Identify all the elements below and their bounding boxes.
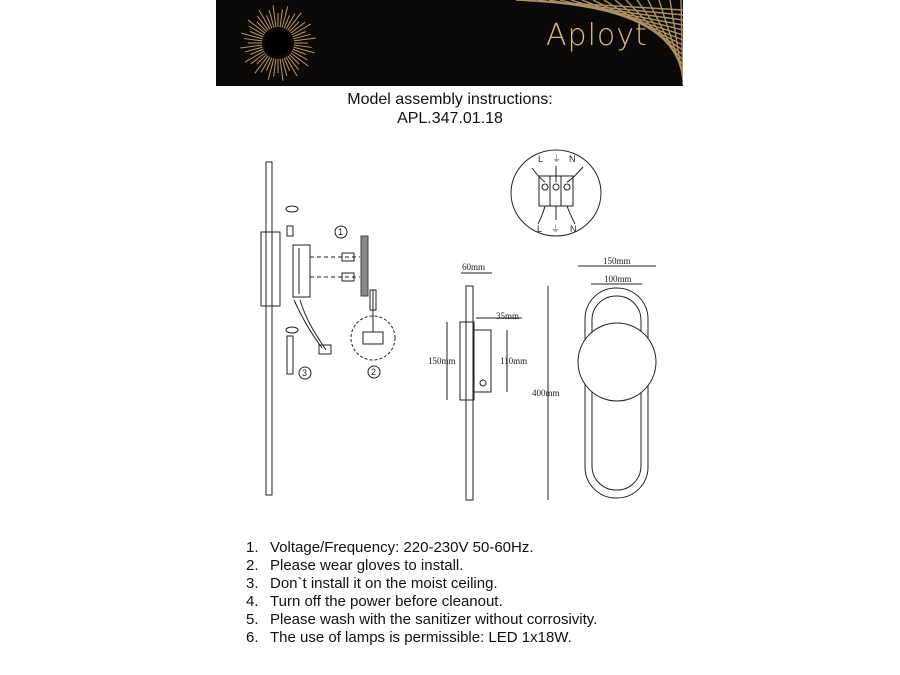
side-plate: [474, 330, 491, 392]
sun-ray: [293, 47, 314, 53]
sun-ray: [269, 10, 274, 27]
brand-name: Aployt: [546, 18, 648, 53]
lamp-wires: [538, 206, 575, 224]
screw-top: [287, 226, 293, 236]
sun-ray: [282, 6, 288, 27]
dim-depth: 35mm: [496, 311, 520, 321]
front-view: [578, 266, 656, 498]
terminal-block: [363, 332, 383, 344]
instructions-list: [246, 539, 597, 647]
step-2-label: 2: [371, 367, 377, 377]
wire-label-n-top: N: [569, 154, 576, 164]
sun-ray: [294, 45, 312, 47]
dim-height-inner: 110mm: [500, 356, 528, 366]
wire-label-l-top: L: [538, 154, 544, 164]
wire-label-ground-top: ⏚: [552, 154, 562, 164]
page-title: [0, 90, 900, 128]
dim-total-height: 400mm: [532, 388, 560, 398]
list-item: 5. Please wash with the sanitizer without corrosivity.: [246, 611, 598, 628]
dim-side-width: 60mm: [462, 262, 486, 272]
sun-ray: [280, 59, 283, 81]
list-item: 1. Voltage/Frequency: 220-230V 50-60Hz.: [246, 539, 534, 556]
supply-wires: [532, 166, 583, 182]
sun-ray: [293, 34, 310, 39]
sun-ray: [240, 45, 262, 48]
side-body: [460, 322, 474, 400]
step-3-label: 3: [302, 368, 308, 378]
wire-label-l-bottom: L: [537, 224, 543, 234]
lamp-body: [261, 232, 280, 306]
side-view: [447, 273, 548, 500]
step-1-label: 1: [338, 227, 344, 237]
dim-height-left: 150mm: [428, 356, 456, 366]
rotate-icon-bottom: [286, 327, 298, 333]
wall-section: [361, 236, 368, 296]
technical-drawing: [0, 140, 900, 520]
dim-front-width: 150mm: [603, 256, 631, 266]
wire-label-ground-bottom: ⏚: [551, 224, 561, 234]
sun-logo-icon: [265, 30, 291, 56]
rotate-icon-top: [286, 206, 298, 212]
sun-ray: [282, 58, 287, 75]
sun-ray: [280, 9, 282, 27]
side-rod: [466, 286, 473, 500]
assembly-view: [261, 162, 395, 495]
sun-ray: [268, 58, 274, 79]
sun-ray: [244, 39, 262, 41]
dim-front-inner-width: 100mm: [604, 274, 632, 284]
list-item: 2. Please wear gloves to install.: [246, 557, 464, 574]
sun-ray: [294, 38, 316, 41]
list-item: 4. Turn off the power before cleanout.: [246, 593, 503, 610]
lamp-rod: [266, 162, 272, 495]
sun-ray: [274, 59, 276, 77]
model-number: APL.347.01.18: [397, 110, 503, 127]
sun-ray: [245, 47, 262, 52]
mounting-plate: [293, 245, 310, 297]
list-item: 6. The use of lamps is permissible: LED 1x18W.: [246, 629, 572, 646]
wire-label-n-bottom: N: [570, 224, 577, 234]
sun-ray: [241, 33, 262, 39]
title-line-1: Model assembly instructions:: [347, 91, 553, 108]
wire-bundle: [294, 300, 326, 350]
sun-ray: [273, 5, 276, 27]
brand-banner: [216, 0, 683, 86]
list-item: 3. Don`t install it on the moist ceiling.: [246, 575, 498, 592]
screw-bottom: [287, 336, 293, 374]
banner-ray: [538, 0, 683, 20]
globe-shade: [578, 323, 656, 401]
